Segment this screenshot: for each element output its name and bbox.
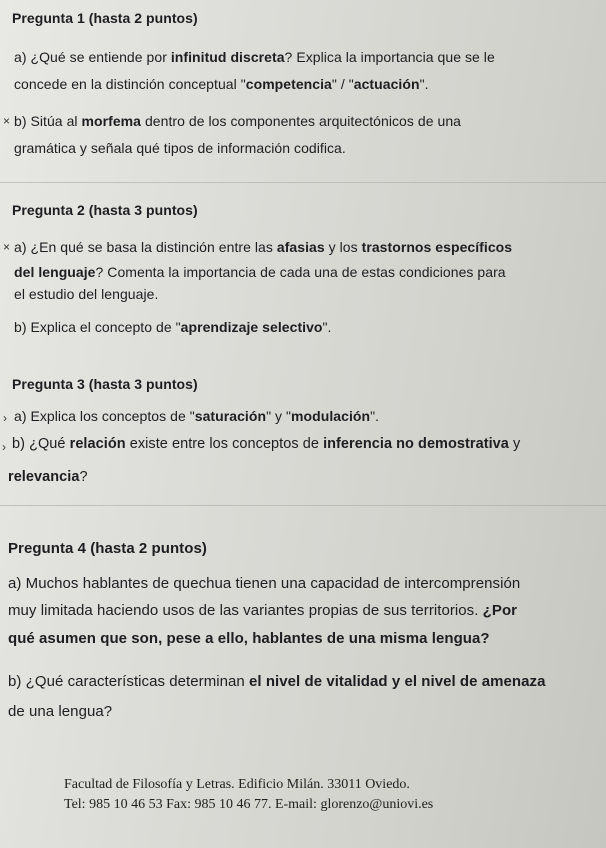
question-2a-line-2: del lenguaje? Comenta la importancia de cada una de estas condiciones para	[14, 264, 506, 280]
footer-address: Facultad de Filosofía y Letras. Edificio Milán. 33011 Oviedo.	[64, 777, 410, 792]
pen-mark-cross: ×	[3, 114, 11, 128]
question-1b-line-2: gramática y señala qué tipos de información codifica.	[14, 140, 346, 156]
question-1a-line-1: a) ¿Qué se entiende por infinitud discreta? Explica la importancia que se le	[14, 49, 495, 65]
question-2a-line-3: el estudio del lenguaje.	[14, 286, 159, 302]
question-4-title: Pregunta 4 (hasta 2 puntos)	[8, 540, 207, 557]
question-4b-line-2: de una lengua?	[8, 703, 113, 720]
question-4a-line-2: muy limitada haciendo usos de las variantes propias de sus territorios. ¿Por	[8, 602, 518, 619]
question-2-title: Pregunta 2 (hasta 3 puntos)	[12, 202, 198, 218]
question-4a-line-3: qué asumen que son, pese a ello, hablantes de una misma lengua?	[8, 630, 490, 647]
pen-mark-cross: ×	[3, 240, 11, 254]
footer-contact: Tel: 985 10 46 53 Fax: 985 10 46 77. E-mail: glorenzo@uniovi.es	[64, 797, 434, 812]
question-3-title: Pregunta 3 (hasta 3 puntos)	[12, 376, 198, 392]
question-3b-line-1: b) ¿Qué relación existe entre los conceptos de inferencia no demostrativa y	[12, 436, 521, 452]
question-3a-line-1: a) Explica los conceptos de "saturación" y "modulación".	[14, 408, 380, 424]
question-1b-line-1: b) Sitúa al morfema dentro de los componentes arquitectónicos de una	[14, 113, 462, 129]
question-3b-line-2: relevancia?	[8, 469, 88, 485]
question-1a-line-2: concede en la distinción conceptual "competencia" / "actuación".	[14, 76, 429, 92]
paper-fold	[0, 505, 606, 506]
question-2a-line-1: a) ¿En qué se basa la distinción entre las afasias y los trastornos específicos	[14, 239, 513, 255]
question-4b-line-1: b) ¿Qué características determinan el nivel de vitalidad y el nivel de amenaza	[8, 673, 546, 690]
pen-mark-arrow: ›	[3, 411, 7, 425]
question-4a-line-1: a) Muchos hablantes de quechua tienen una capacidad de intercomprensión	[8, 575, 521, 592]
question-2b-line-1: b) Explica el concepto de "aprendizaje selectivo".	[14, 319, 332, 335]
pen-mark-arrow: ›	[2, 440, 6, 454]
question-1-title: Pregunta 1 (hasta 2 puntos)	[12, 10, 198, 26]
paper-fold	[0, 182, 606, 183]
